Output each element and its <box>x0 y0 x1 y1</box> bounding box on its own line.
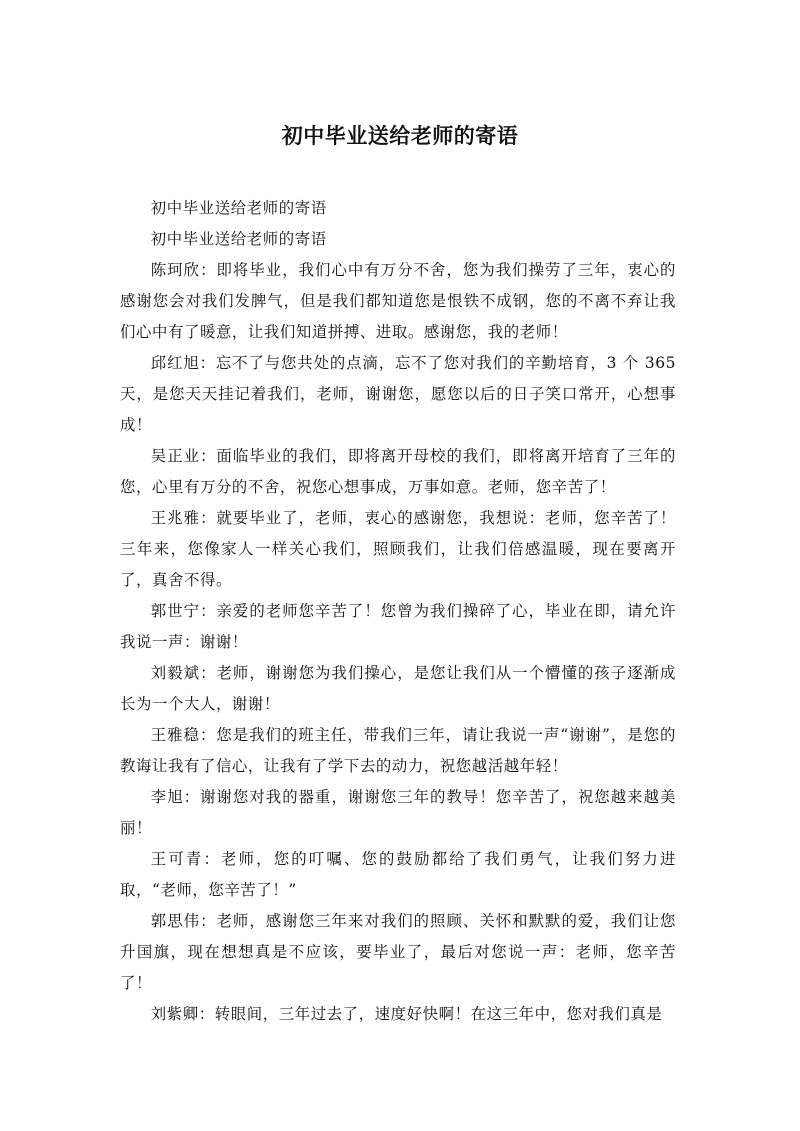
paragraph: 邱红旭：忘不了与您共处的点滴，忘不了您对我们的辛勤培育，3 个 365 天，是您天天挂记着我们，老师，谢谢您，愿您以后的日子笑口常开，心想事成！ <box>120 354 676 434</box>
paragraph: 刘紫卿：转眼间，三年过去了，速度好快啊！在这三年中，您对我们真是 <box>150 1005 663 1023</box>
paragraph: 王雅稳：您是我们的班主任，带我们三年，请让我说一声“谢谢”，是您的教诲让我有了信心，让我有了学下去的动力，祝您越活越年轻！ <box>120 726 676 775</box>
paragraph: 李旭：谢谢您对我的器重，谢谢您三年的教导！您辛苦了，祝您越来越美丽！ <box>120 788 676 837</box>
paragraph: 吴正业：面临毕业的我们，即将离开母校的我们，即将离开培育了三年的您，心里有万分的不舍，祝您心想事成，万事如意。老师，您辛苦了！ <box>120 447 676 496</box>
document-title: 初中毕业送给老师的寄语 <box>281 124 519 148</box>
document-body <box>120 193 676 1030</box>
paragraph: 王兆雅：就要毕业了，老师，衷心的感谢您，我想说：老师，您辛苦了！三年来，您像家人一样关心我们，照顾我们，让我们倍感温暖，现在要离开了，真舍不得。 <box>120 509 676 589</box>
paragraph: 初中毕业送给老师的寄语 <box>150 199 327 217</box>
paragraph: 郭世宁：亲爱的老师您辛苦了！您曾为我们操碎了心，毕业在即，请允许我说一声：谢谢！ <box>120 602 676 651</box>
paragraph: 初中毕业送给老师的寄语 <box>150 230 327 248</box>
paragraph: 王可青：老师，您的叮嘱、您的鼓励都给了我们勇气，让我们努力进取，“老师，您辛苦了！” <box>120 850 676 899</box>
paragraph: 郭思伟：老师，感谢您三年来对我们的照顾、关怀和默默的爱，我们让您升国旗，现在想想真是不应该，要毕业了，最后对您说一声：老师，您辛苦了！ <box>120 912 676 992</box>
paragraph: 刘毅斌：老师，谢谢您为我们操心，是您让我们从一个懵懂的孩子逐渐成长为一个大人，谢谢！ <box>120 664 676 713</box>
paragraph: 陈珂欣：即将毕业，我们心中有万分不舍，您为我们操劳了三年，衷心的感谢您会对我们发脾气，但是我们都知道您是恨铁不成钢，您的不离不弃让我们心中有了暖意，让我们知道拼搏、进取。感谢您，我的老师！ <box>120 261 676 341</box>
